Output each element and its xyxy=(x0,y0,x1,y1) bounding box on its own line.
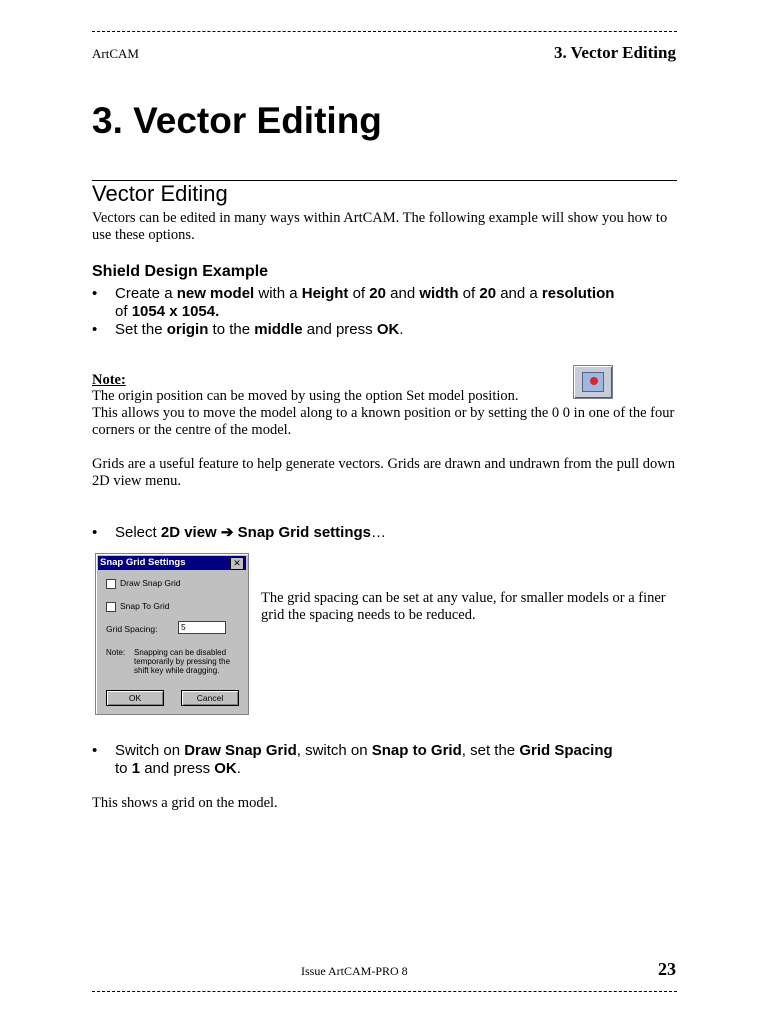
switch-steps-list xyxy=(92,742,682,778)
footer-issue: Issue ArtCAM-PRO 8 xyxy=(301,964,408,978)
note-label: Note: xyxy=(92,372,126,388)
header-right: 3. Vector Editing xyxy=(553,43,676,62)
bottom-dashed-rule xyxy=(92,991,677,992)
header-left: ArtCAM xyxy=(92,46,139,61)
intro-paragraph: Vectors can be edited in many ways within ArtCAM. The following example will show you how to use these options. xyxy=(92,210,668,243)
dialog-note-label: Note: xyxy=(106,648,126,657)
draw-snap-grid-checkbox[interactable] xyxy=(106,579,116,589)
page-number: 23 xyxy=(658,959,676,979)
cancel-button[interactable]: Cancel xyxy=(181,690,239,706)
note-line-2: This allows you to move the model along to a known position or by setting the 0 0 in one of the four corners or the centre of the model. xyxy=(92,405,675,438)
origin-marker-icon xyxy=(590,377,598,385)
dialog-titlebar xyxy=(98,556,246,570)
grid-spacing-input[interactable]: 5 xyxy=(178,621,226,634)
dialog-note-text: Snapping can be disabled temporarily by pressing the shift key while dragging. xyxy=(134,648,231,675)
draw-snap-grid-row[interactable]: Draw Snap Grid xyxy=(106,578,180,589)
chapter-title: 3. Vector Editing xyxy=(92,100,382,141)
list-item: • Switch on Draw Snap Grid, switch on Snap to Grid, set the Grid Spacing to 1 and press OK. xyxy=(92,742,682,778)
list-item: • Create a new model with a Height of 20 and width of 20 and a resolution of 1054 x 1054. xyxy=(92,285,682,321)
arrow-right-icon: ➔ xyxy=(220,524,234,541)
snap-to-grid-checkbox[interactable] xyxy=(106,602,116,612)
subheading: Shield Design Example xyxy=(92,263,269,280)
list-item: • Select 2D view ➔ Snap Grid settings… xyxy=(92,524,682,542)
dialog-caption: The grid spacing can be set at any value, for smaller models or a finer grid the spacing needs to be reduced. xyxy=(261,590,666,623)
close-button[interactable]: ✕ xyxy=(230,557,244,570)
ok-button[interactable]: OK xyxy=(106,690,164,706)
dialog-title: Snap Grid Settings xyxy=(100,557,186,568)
set-model-position-icon[interactable] xyxy=(573,365,613,399)
top-dashed-rule xyxy=(92,31,677,32)
note-line-1: The origin position can be moved by using the option Set model position. xyxy=(92,388,519,404)
snap-to-grid-row[interactable]: Snap To Grid xyxy=(106,601,169,612)
section-title: Vector Editing xyxy=(92,181,228,206)
model-frame-icon xyxy=(582,372,604,392)
final-paragraph: This shows a grid on the model. xyxy=(92,795,278,811)
select-steps-list xyxy=(92,524,682,542)
grid-spacing-label: Grid Spacing: xyxy=(106,624,158,634)
snap-grid-settings-dialog xyxy=(95,553,249,715)
list-item: • Set the origin to the middle and press OK. xyxy=(92,321,682,339)
model-steps-list xyxy=(92,285,682,339)
grids-paragraph: Grids are a useful feature to help generate vectors. Grids are drawn and undrawn from the pull down 2D view menu. xyxy=(92,456,676,489)
